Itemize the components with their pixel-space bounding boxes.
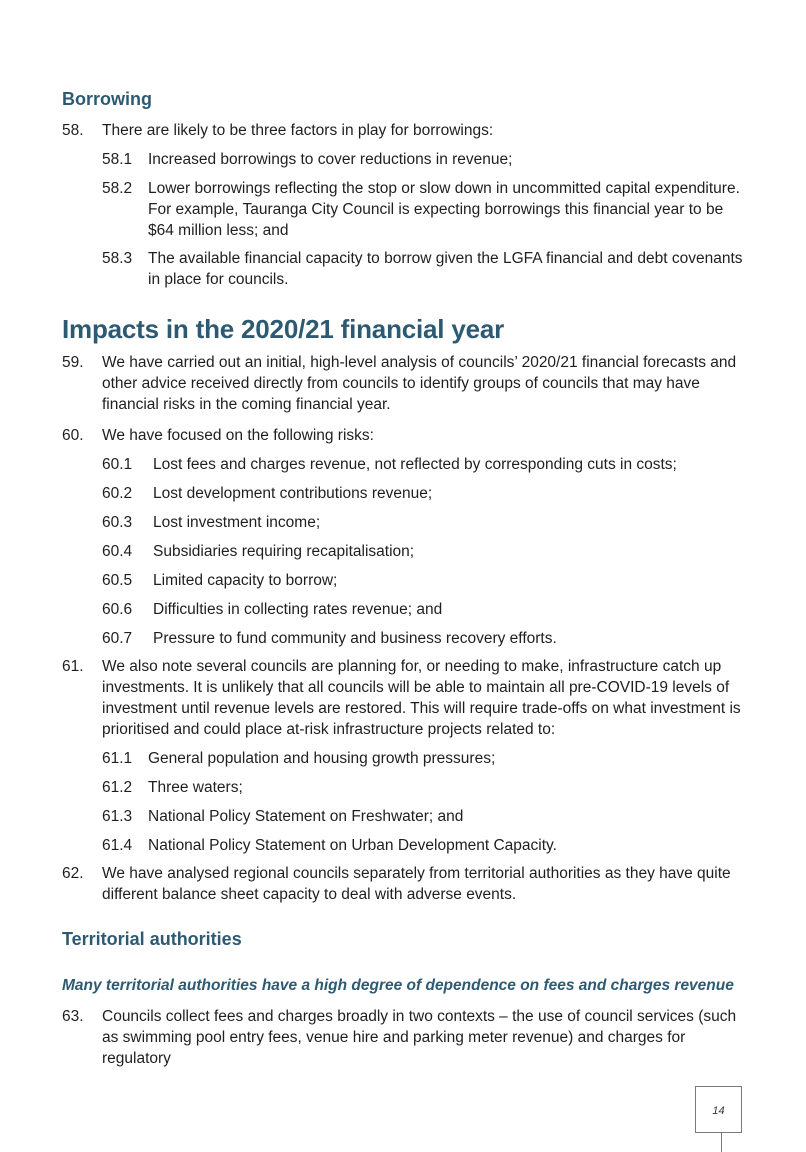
paragraph-61-1 — [102, 748, 752, 769]
paragraph-text: Pressure to fund community and business recovery efforts. — [153, 630, 557, 647]
paragraph-61-2 — [102, 777, 752, 798]
paragraph-text: Increased borrowings to cover reductions in revenue; — [148, 151, 513, 168]
paragraph-60-2 — [102, 483, 752, 504]
paragraph-number: 60.2 — [102, 485, 133, 502]
paragraph-60-3 — [102, 512, 752, 533]
paragraph-text: Subsidiaries requiring recapitalisation; — [153, 543, 415, 560]
paragraph-60 — [62, 425, 752, 446]
paragraph-number: 63. — [62, 1008, 84, 1025]
paragraph-text: We have carried out an initial, high-level analysis of councils’ 2020/21 financial forecasts and other advice received directly from councils to identify groups of councils that may have financial risks in the coming financial year. — [102, 354, 737, 413]
paragraph-58 — [62, 120, 752, 141]
paragraph-text: We have focused on the following risks: — [102, 427, 374, 444]
paragraph-60-1 — [102, 454, 752, 475]
paragraph-text: General population and housing growth pressures; — [148, 750, 496, 767]
page-number: 14 — [712, 1105, 725, 1117]
paragraph-number: 60.5 — [102, 572, 133, 589]
paragraph-text: Lower borrowings reflecting the stop or slow down in uncommitted capital expenditure. For example, Tauranga City Council is expecting borrowings this financial year to be $64 million less; and — [148, 180, 740, 239]
paragraph-number: 60.3 — [102, 514, 133, 531]
paragraph-number: 60.4 — [102, 543, 133, 560]
paragraph-text: Three waters; — [148, 779, 243, 796]
paragraph-number: 60. — [62, 427, 84, 444]
paragraph-number: 60.1 — [102, 456, 133, 473]
paragraph-text: National Policy Statement on Urban Development Capacity. — [148, 837, 557, 854]
heading-borrowing: Borrowing — [62, 89, 152, 109]
paragraph-59 — [62, 352, 752, 415]
paragraph-58-1 — [102, 149, 752, 170]
paragraph-61-4 — [102, 835, 752, 856]
paragraph-text: Limited capacity to borrow; — [153, 572, 338, 589]
paragraph-61-3 — [102, 806, 752, 827]
paragraph-58-2 — [102, 178, 752, 241]
paragraph-number: 58.3 — [102, 250, 133, 267]
page-number-box — [695, 1086, 742, 1133]
paragraph-number: 59. — [62, 354, 84, 371]
heading-territorial-authorities: Territorial authorities — [62, 929, 242, 949]
paragraph-60-5 — [102, 570, 752, 591]
paragraph-63 — [62, 1006, 752, 1069]
paragraph-text: National Policy Statement on Freshwater; and — [148, 808, 464, 825]
paragraph-text: Lost investment income; — [153, 514, 321, 531]
paragraph-61 — [62, 656, 752, 740]
paragraph-number: 61.4 — [102, 837, 133, 854]
paragraph-text: Lost fees and charges revenue, not reflected by corresponding cuts in costs; — [153, 456, 677, 473]
paragraph-text: Lost development contributions revenue; — [153, 485, 433, 502]
paragraph-60-6 — [102, 599, 752, 620]
paragraph-text: There are likely to be three factors in play for borrowings: — [102, 122, 494, 139]
paragraph-62 — [62, 863, 752, 905]
paragraph-60-4 — [102, 541, 752, 562]
paragraph-text: The available financial capacity to borrow given the LGFA financial and debt covenants in place for councils. — [148, 250, 743, 288]
paragraph-text: Difficulties in collecting rates revenue; and — [153, 601, 443, 618]
paragraph-number: 58. — [62, 122, 84, 139]
paragraph-number: 61.1 — [102, 750, 133, 767]
heading-impacts: Impacts in the 2020/21 financial year — [62, 314, 505, 344]
paragraph-number: 58.1 — [102, 151, 133, 168]
paragraph-58-3 — [102, 248, 752, 290]
paragraph-number: 62. — [62, 865, 84, 882]
subheading-fees-dependence: Many territorial authorities have a high degree of dependence on fees and charges revenue — [62, 977, 734, 994]
paragraph-text: We have analysed regional councils separately from territorial authorities as they have quite different balance sheet capacity to deal with adverse events. — [102, 865, 731, 903]
paragraph-text: Councils collect fees and charges broadly in two contexts – the use of council services (such as swimming pool entry fees, venue hire and parking meter revenue) and charges for regulatory — [102, 1008, 737, 1067]
paragraph-number: 60.6 — [102, 601, 133, 618]
paragraph-number: 61.2 — [102, 779, 133, 796]
paragraph-text: We also note several councils are planning for, or needing to make, infrastructure catch up investments. It is unlikely that all councils will be able to maintain all pre-COVID-19 levels of investment until revenue levels are restored. This will require trade-offs on what investment is prioritised and could place at-risk infrastructure projects related to: — [102, 658, 741, 738]
paragraph-number: 58.2 — [102, 180, 133, 197]
paragraph-number: 61. — [62, 658, 84, 675]
paragraph-number: 60.7 — [102, 630, 133, 647]
paragraph-60-7 — [102, 628, 752, 649]
footer-rule — [721, 1133, 722, 1152]
paragraph-number: 61.3 — [102, 808, 133, 825]
